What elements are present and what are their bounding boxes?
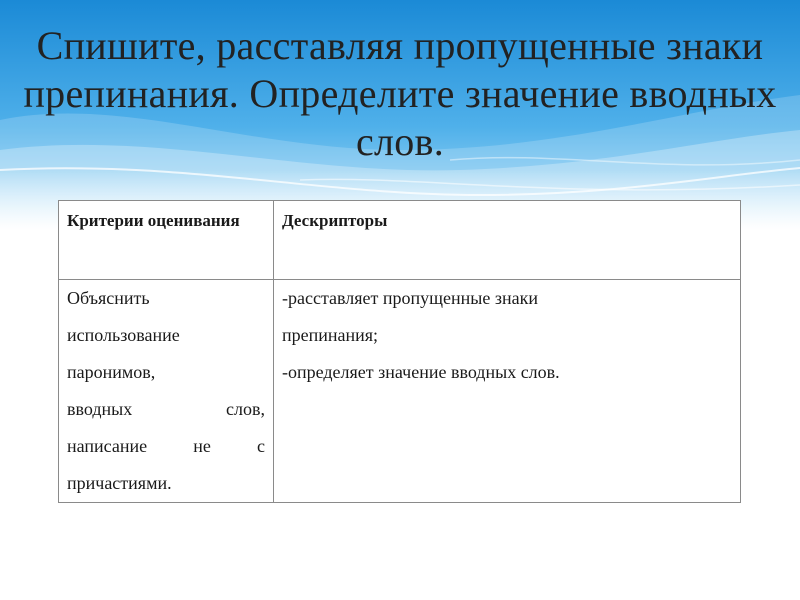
criterion-line: паронимов, [67,362,156,382]
descriptor-line: -расставляет пропущенные знаки [282,288,538,308]
table-header-row [59,201,741,280]
descriptor-line: препинания; [282,325,379,345]
descriptor-cell [274,280,741,503]
criteria-table-wrapper [58,200,740,503]
criterion-line: вводных слов, [67,399,265,419]
criterion-cell [59,280,274,503]
header-descriptors: Дескрипторы [274,201,741,280]
criterion-line: использование [67,325,180,345]
criterion-line: причастиями. [67,473,172,493]
criteria-table [58,200,741,503]
criterion-line: Объяснить [67,288,150,308]
header-criteria: Критерии оценивания [59,201,274,280]
table-row [59,280,741,503]
criterion-line: написание не с [67,436,265,456]
slide-title: Спишите, расставляя пропущенные знаки препинания. Определите значение вводных слов. [23,23,777,164]
descriptor-line: -определяет значение вводных слов. [282,362,560,382]
